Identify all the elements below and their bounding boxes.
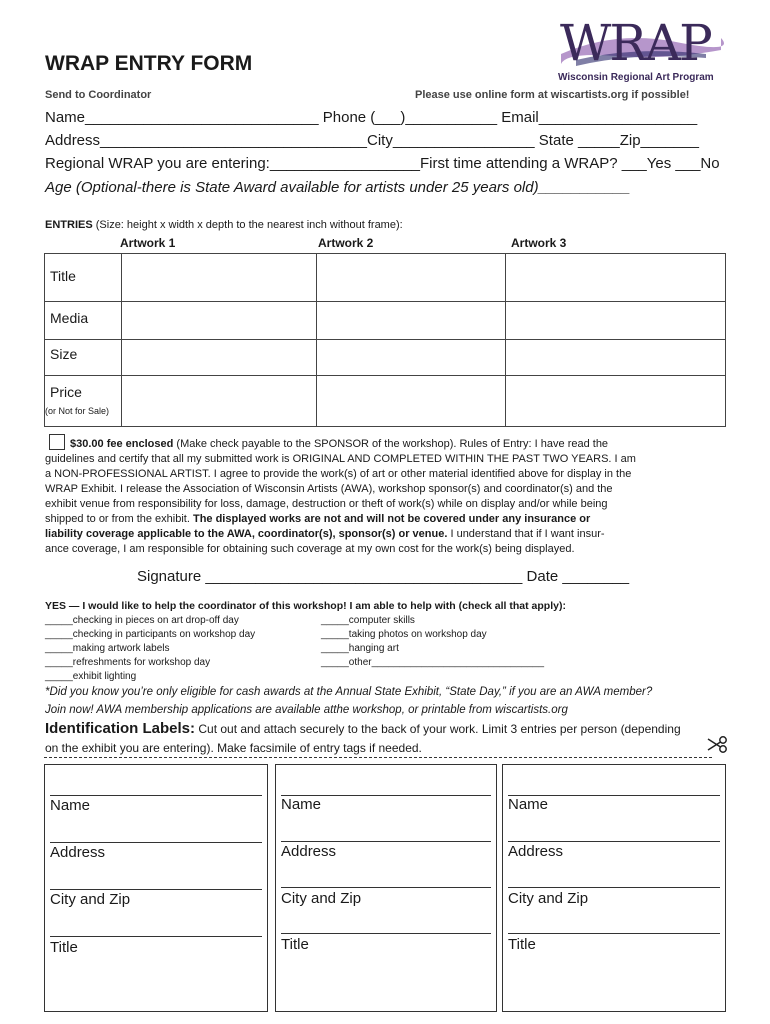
entries-heading	[45, 219, 403, 231]
id-labels-text-1: Cut out and attach securely to the back of your work. Limit 3 entries per person (depending	[195, 722, 681, 736]
entries-row-size	[45, 340, 726, 376]
cell-size-2[interactable]	[317, 340, 506, 376]
row-label-media: Media	[50, 310, 89, 326]
label-line	[281, 933, 491, 934]
rules-line-5: exhibit venue from responsibility for loss, damage, destruction or theft of work(s) while on display and/or while being	[45, 498, 608, 510]
rules-line-8: ance coverage, I am responsible for obtaining such coverage at my own cost for the work(s) being displayed.	[45, 543, 575, 555]
id-labels-heading: Identification Labels:	[45, 720, 196, 737]
help-option-labels[interactable]: _____making artwork labels	[45, 643, 170, 654]
label-3-city-zip[interactable]: City and Zip	[508, 890, 589, 907]
signature-line[interactable]: Signature ______________________________________ Date ________	[137, 568, 630, 585]
label-2-city-zip[interactable]: City and Zip	[281, 890, 362, 907]
help-option-refreshments[interactable]: _____refreshments for workshop day	[45, 657, 211, 668]
label-2-address[interactable]: Address	[281, 843, 337, 860]
row-label-price: Price	[50, 384, 82, 400]
label-line	[281, 841, 491, 842]
label-3-name[interactable]: Name	[508, 796, 549, 813]
id-label-box-1	[44, 764, 268, 1012]
entries-row-title	[45, 254, 726, 302]
online-note: Please use online form at wiscartists.org if possible!	[415, 89, 690, 101]
help-option-other[interactable]: _____other_______________________________	[321, 657, 545, 668]
help-option-computer[interactable]: _____computer skills	[321, 615, 415, 626]
rules-line-7a: liability coverage applicable to the AWA, coordinator(s), sponsor(s) or venue.	[45, 528, 448, 540]
cut-line	[44, 757, 712, 758]
label-3-title[interactable]: Title	[508, 936, 536, 953]
label-line	[50, 889, 262, 890]
id-labels-line-1	[45, 720, 681, 737]
label-line	[508, 933, 720, 934]
rules-line-6b: The displayed works are not and will not be covered under any insurance or	[192, 513, 591, 525]
label-2-name[interactable]: Name	[281, 796, 322, 813]
awa-note-1: *Did you know you’re only eligible for cash awards at the Annual State Exhibit, “State Day,” if you are an AWA member?	[45, 686, 653, 698]
contact-line-address[interactable]: Address________________________________City_________________ State _____Zip_______	[45, 132, 699, 149]
label-line	[281, 887, 491, 888]
cell-title-1[interactable]	[122, 254, 317, 302]
rules-line-4: WRAP Exhibit. I release the Association of Wisconsin Artists (AWA), workshop sponsor(s) and coordinator(s) and the	[45, 483, 613, 495]
cell-size-3[interactable]	[506, 340, 726, 376]
cell-price-2[interactable]	[317, 376, 506, 427]
cell-price-1[interactable]	[122, 376, 317, 427]
scissors-icon	[706, 735, 730, 755]
cell-size-1[interactable]	[122, 340, 317, 376]
label-line	[508, 841, 720, 842]
id-label-box-2	[275, 764, 497, 1012]
send-to-label: Send to Coordinator	[45, 89, 152, 101]
form-title: WRAP ENTRY FORM	[45, 52, 253, 75]
entries-row-media	[45, 302, 726, 340]
column-artwork-1: Artwork 1	[120, 236, 176, 250]
fee-enclosed-label: $30.00 fee enclosed	[70, 438, 174, 450]
cell-price-3[interactable]	[506, 376, 726, 427]
label-3-address[interactable]: Address	[508, 843, 564, 860]
label-line	[50, 795, 262, 796]
id-label-box-3	[502, 764, 726, 1012]
rules-line-7	[45, 527, 605, 542]
help-option-lighting[interactable]: _____exhibit lighting	[45, 671, 137, 682]
label-line	[50, 842, 262, 843]
rules-line-2: guidelines and certify that all my submitted work is ORIGINAL AND COMPLETED WITHIN THE PAST TWO YEARS. I am	[45, 453, 636, 465]
rules-line-1	[70, 437, 608, 452]
price-note: (or Not for Sale)	[45, 406, 110, 416]
row-label-size: Size	[50, 346, 78, 362]
id-labels-line-2: on the exhibit you are entering). Make facsimile of entry tags if needed.	[45, 741, 422, 755]
logo-subtitle: Wisconsin Regional Art Program	[558, 72, 714, 83]
rules-line-6	[45, 512, 590, 527]
cell-title-2[interactable]	[317, 254, 506, 302]
cell-media-3[interactable]	[506, 302, 726, 340]
help-option-photos[interactable]: _____taking photos on workshop day	[321, 629, 487, 640]
column-artwork-3: Artwork 3	[511, 236, 567, 250]
cell-media-2[interactable]	[317, 302, 506, 340]
entries-row-price	[45, 376, 726, 427]
label-line	[50, 936, 262, 937]
rules-line-1-text: (Make check payable to the SPONSOR of the workshop). Rules of Entry: I have read the	[173, 438, 609, 450]
label-1-title[interactable]: Title	[50, 939, 78, 956]
help-option-dropoff[interactable]: _____checking in pieces on art drop-off day	[45, 615, 239, 626]
label-line	[508, 887, 720, 888]
contact-line-regional[interactable]: Regional WRAP you are entering:__________________First time attending a WRAP? ___Yes ___No	[45, 155, 720, 172]
cell-title-3[interactable]	[506, 254, 726, 302]
rules-line-6a: shipped to or from the exhibit.	[45, 513, 193, 525]
cell-media-1[interactable]	[122, 302, 317, 340]
help-option-checkin[interactable]: _____checking in participants on workshop day	[45, 629, 256, 640]
contact-line-age[interactable]: Age (Optional-there is State Award available for artists under 25 years old)___________	[45, 179, 631, 196]
help-option-hanging[interactable]: _____hanging art	[321, 643, 399, 654]
label-1-city-zip[interactable]: City and Zip	[50, 891, 131, 908]
fee-checkbox[interactable]	[49, 434, 65, 450]
column-artwork-2: Artwork 2	[318, 236, 374, 250]
label-1-address[interactable]: Address	[50, 844, 106, 861]
entries-heading-bold: ENTRIES	[45, 219, 93, 231]
rules-line-3: a NON-PROFESSIONAL ARTIST. I agree to provide the work(s) of art or other material identified above for display in the	[45, 468, 632, 480]
contact-line-name[interactable]: Name____________________________ Phone (___)___________ Email___________________	[45, 109, 698, 126]
entries-table	[44, 253, 726, 427]
logo-wordmark: WRAP	[560, 14, 711, 72]
label-2-title[interactable]: Title	[281, 936, 309, 953]
rules-line-7b: I understand that if I want insur-	[447, 528, 605, 540]
awa-note-2: Join now! AWA membership applications are available atthe workshop, or printable from wiscartists.org	[45, 704, 568, 716]
row-label-title: Title	[50, 268, 76, 284]
entries-heading-rest: (Size: height x width x depth to the nearest inch without frame):	[92, 219, 403, 231]
label-1-name[interactable]: Name	[50, 797, 91, 814]
help-heading: YES — I would like to help the coordinator of this workshop! I am able to help with (check all that apply):	[45, 600, 566, 612]
